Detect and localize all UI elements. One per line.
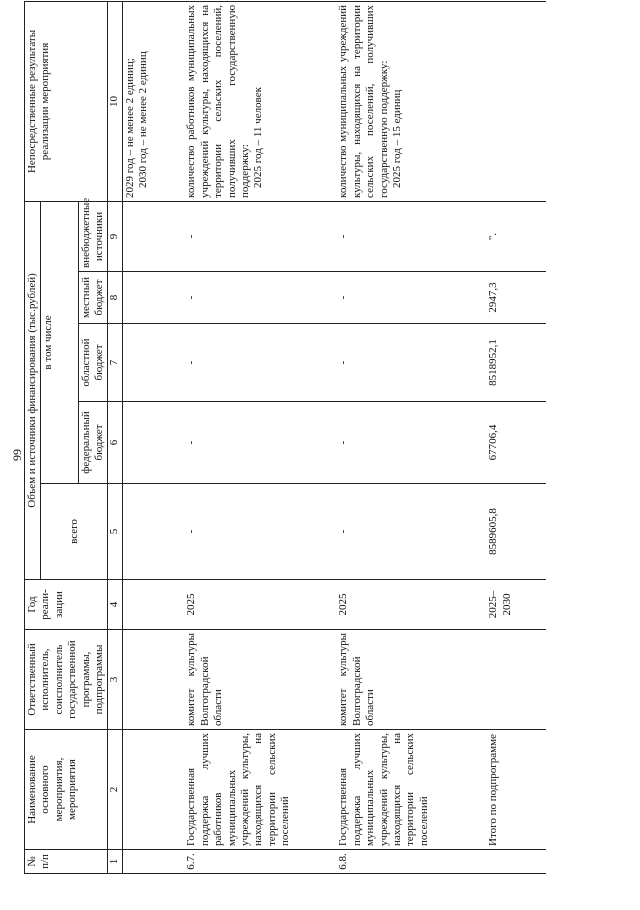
header-total: всего [41,484,108,580]
result-line: 2025 год – 15 единиц [390,89,403,188]
extrabudget-sources [122,201,184,271]
header-in-that-number: в том числе [41,201,78,483]
activity-name [122,730,184,850]
table-row [336,1,486,873]
column-number: 7 [108,324,122,402]
header-financing: Объем и источники финансирования (тыс.рублей) [25,201,41,579]
table-body [122,1,546,873]
result-line: количество работников муниципальных учреждений культуры, находящихся на территории сельских поселений, получивших государственную поддержку: [185,4,251,198]
executor-name: комитет культуры Волгоградской области [336,630,486,730]
local-budget: - [184,272,336,324]
row-number [486,850,546,874]
column-number: 3 [108,630,122,730]
federal-budget: - [336,402,486,484]
result-description [184,1,336,201]
column-number: 4 [108,580,122,630]
total-amount [122,484,184,580]
total-amount: - [184,484,336,580]
implementation-year: 2025 [184,580,336,630]
implementation-year [122,580,184,630]
regional-budget: - [336,324,486,402]
table-row [184,1,336,873]
total-amount: - [336,484,486,580]
regional-budget: 8518952,1 [486,324,546,402]
regional-budget: - [184,324,336,402]
implementation-year: 2025 [336,580,486,630]
executor-name [122,630,184,730]
header-extrabudget: внебюджетные источники [78,201,108,271]
header-regional: областной бюджет [78,324,108,402]
column-number: 5 [108,484,122,580]
financing-table [24,1,546,874]
implementation-year: 2025–2030 [486,580,546,630]
column-number: 6 [108,402,122,484]
federal-budget: - [184,402,336,484]
column-number: 9 [108,201,122,271]
column-number-row [108,1,122,873]
header-num: № п/п [25,850,108,874]
table-header [25,1,123,873]
total-amount: 8589605,8 [486,484,546,580]
header-federal: федеральный бюджет [78,402,108,484]
activity-name: Государственная поддержка лучших муниципальных учреждений культуры, находящихся на территории сельских поселений [336,730,486,850]
local-budget [122,272,184,324]
result-description [486,1,546,201]
header-year: Год реали-зации [25,580,108,630]
federal-budget [122,402,184,484]
local-budget: - [336,272,486,324]
header-local: местный бюджет [78,272,108,324]
result-description [336,1,486,201]
table-row [486,1,546,873]
header-executor: Ответственный исполнитель, соисполнитель государственной программы, подпрограммы [25,630,108,730]
page-number: 99 [10,449,24,461]
row-number [122,850,184,874]
executor-name [486,630,546,730]
activity-name: Государственная поддержка лучших работников муниципальных учреждений культуры, находящихся на территории сельских поселений [184,730,336,850]
column-number: 8 [108,272,122,324]
column-number: 10 [108,1,122,201]
result-line: 2025 год – 11 человек [252,87,265,188]
result-line: 2029 год – не менее 2 единиц; [123,58,136,198]
row-number: 6.8. [336,850,486,874]
header-name: Наименование основного мероприятия, мероприятия [25,730,108,850]
result-line: количество муниципальных учреждений культуры, находящихся на территории сельских поселений, получивших государственную поддержку: [337,4,390,198]
column-number: 1 [108,850,122,874]
extrabudget-sources: ". [486,201,546,271]
federal-budget: 67706,4 [486,402,546,484]
local-budget: 2947,3 [486,272,546,324]
executor-name: комитет культуры Волгоградской области [184,630,336,730]
row-number: 6.7. [184,850,336,874]
extrabudget-sources: - [336,201,486,271]
regional-budget [122,324,184,402]
extrabudget-sources: - [184,201,336,271]
column-number: 2 [108,730,122,850]
activity-name: Итого по подпрограмме [486,730,546,850]
table-row [122,1,184,873]
result-line: 2030 год – не менее 2 единиц [137,51,150,188]
result-description [122,1,184,201]
header-results: Непосредственные результаты реализации мероприятия [25,1,108,201]
